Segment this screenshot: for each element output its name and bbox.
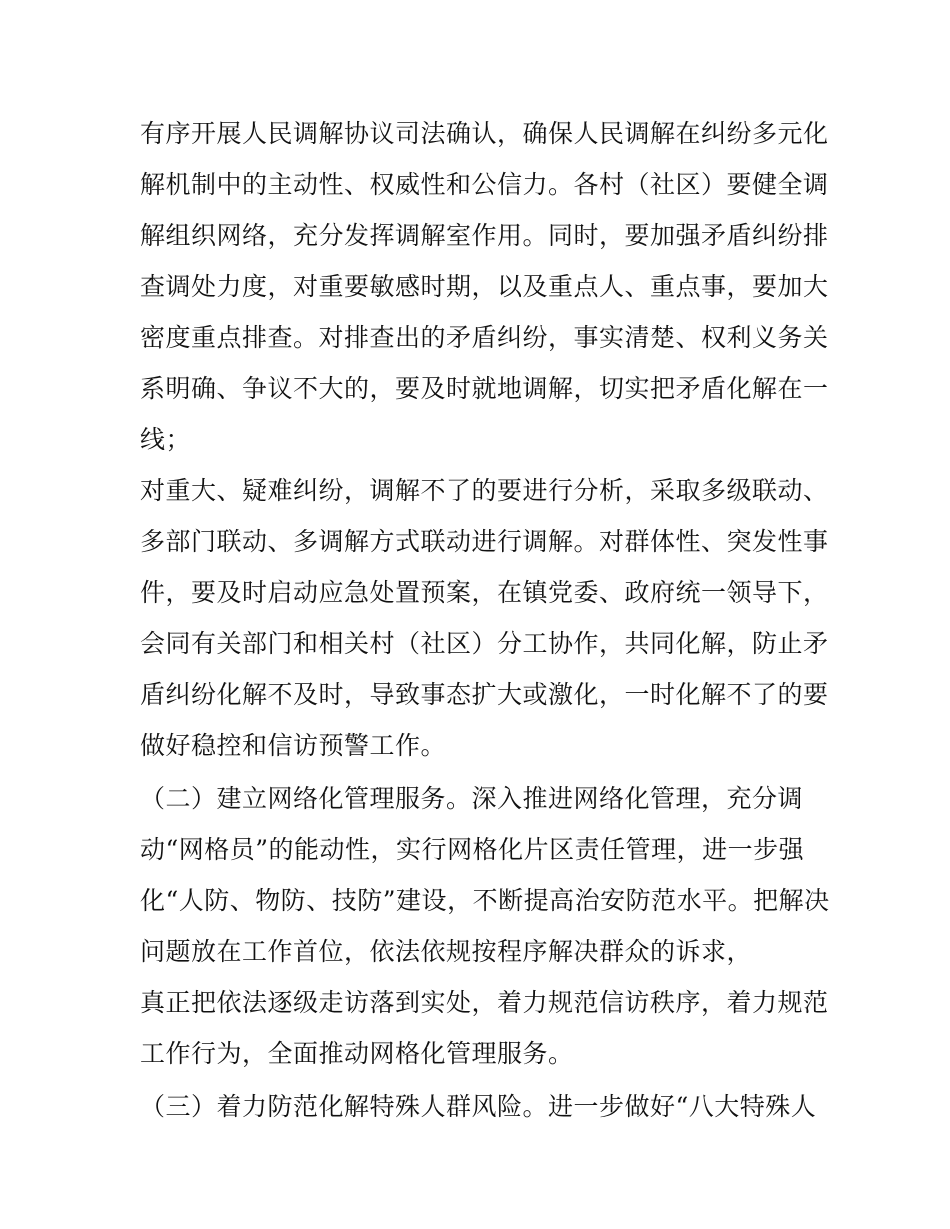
text-line: 真正把依法逐级走访落到实处，着力规范信访秩序，着力规范	[140, 988, 829, 1017]
text-line: 密度重点排查。对排查出的矛盾纠纷，事实清楚、权利义务关	[140, 323, 829, 352]
text-line: 动“网格员”的能动性，实行网格化片区责任管理，进一步强	[140, 835, 805, 864]
text-line: 件，要及时启动应急处置预案，在镇党委、政府统一领导下，	[140, 578, 829, 607]
text-line: 对重大、疑难纠纷，调解不了的要进行分析，采取多级联动、	[140, 476, 829, 505]
text-line: 会同有关部门和相关村（社区）分工协作，共同化解，防止矛	[140, 629, 829, 658]
text-line: 线；	[140, 425, 192, 454]
text-line: 做好稳控和信访预警工作。	[140, 731, 447, 760]
section-heading-line: （二）建立网络化管理服务。深入推进网络化管理，充分调	[140, 784, 804, 813]
document-body	[140, 108, 830, 1132]
text-line: 有序开展人民调解协议司法确认，确保人民调解在纠纷多元化	[140, 119, 829, 148]
text-line: 解组织网络，充分发挥调解室作用。同时，要加强矛盾纠纷排	[140, 221, 829, 250]
text-line: 问题放在工作首位，依法依规按程序解决群众的诉求，	[140, 937, 753, 966]
text-line: 解机制中的主动性、权威性和公信力。各村（社区）要健全调	[140, 170, 829, 199]
text-line: 化“人防、物防、技防”建设，不断提高治安防范水平。把解决	[140, 886, 830, 915]
text-line: 工作行为，全面推动网格化管理服务。	[140, 1039, 574, 1068]
text-line: 系明确、争议不大的，要及时就地调解，切实把矛盾化解在一	[140, 374, 829, 403]
section-heading-line: （三）着力防范化解特殊人群风险。进一步做好“八大特殊人	[140, 1092, 817, 1121]
text-line: 盾纠纷化解不及时，导致事态扩大或激化，一时化解不了的要	[140, 680, 829, 709]
text-line: 查调处力度，对重要敏感时期，以及重点人、重点事，要加大	[140, 272, 829, 301]
text-line: 多部门联动、多调解方式联动进行调解。对群体性、突发性事	[140, 527, 829, 556]
